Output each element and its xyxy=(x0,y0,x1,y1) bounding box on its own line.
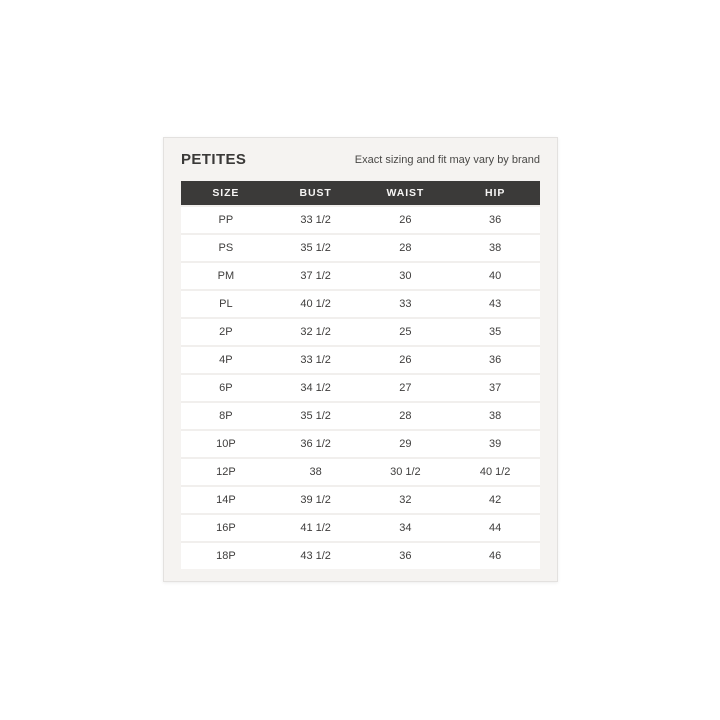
size-chart-header xyxy=(181,138,540,181)
cell-hip: 38 xyxy=(450,234,540,262)
cell-hip: 36 xyxy=(450,206,540,234)
cell-size: PL xyxy=(181,290,271,318)
table-row xyxy=(181,346,540,374)
cell-size: 12P xyxy=(181,458,271,486)
cell-bust: 36 1/2 xyxy=(271,430,361,458)
table-row xyxy=(181,318,540,346)
size-table-head xyxy=(181,181,540,206)
cell-hip: 40 xyxy=(450,262,540,290)
cell-bust: 43 1/2 xyxy=(271,542,361,569)
cell-waist: 33 xyxy=(361,290,451,318)
size-table xyxy=(181,181,540,569)
table-row xyxy=(181,514,540,542)
cell-bust: 37 1/2 xyxy=(271,262,361,290)
cell-hip: 43 xyxy=(450,290,540,318)
cell-waist: 30 xyxy=(361,262,451,290)
column-header-hip: HIP xyxy=(450,181,540,206)
cell-bust: 33 1/2 xyxy=(271,206,361,234)
table-row xyxy=(181,290,540,318)
cell-hip: 35 xyxy=(450,318,540,346)
table-row xyxy=(181,430,540,458)
table-row xyxy=(181,234,540,262)
cell-bust: 35 1/2 xyxy=(271,402,361,430)
cell-size: 4P xyxy=(181,346,271,374)
cell-hip: 44 xyxy=(450,514,540,542)
column-header-size: SIZE xyxy=(181,181,271,206)
cell-size: PM xyxy=(181,262,271,290)
table-row xyxy=(181,206,540,234)
table-row xyxy=(181,542,540,569)
cell-hip: 37 xyxy=(450,374,540,402)
cell-waist: 29 xyxy=(361,430,451,458)
cell-hip: 39 xyxy=(450,430,540,458)
cell-size: 10P xyxy=(181,430,271,458)
cell-waist: 32 xyxy=(361,486,451,514)
size-table-body xyxy=(181,206,540,569)
column-header-waist: WAIST xyxy=(361,181,451,206)
size-chart-caption: Exact sizing and fit may vary by brand xyxy=(354,153,540,166)
cell-size: 6P xyxy=(181,374,271,402)
cell-size: 16P xyxy=(181,514,271,542)
cell-size: PP xyxy=(181,206,271,234)
cell-size: 8P xyxy=(181,402,271,430)
cell-hip: 38 xyxy=(450,402,540,430)
cell-waist: 28 xyxy=(361,234,451,262)
cell-waist: 25 xyxy=(361,318,451,346)
cell-bust: 32 1/2 xyxy=(271,318,361,346)
cell-bust: 34 1/2 xyxy=(271,374,361,402)
cell-hip: 42 xyxy=(450,486,540,514)
cell-waist: 28 xyxy=(361,402,451,430)
column-header-bust: BUST xyxy=(271,181,361,206)
cell-waist: 30 1/2 xyxy=(361,458,451,486)
cell-waist: 26 xyxy=(361,346,451,374)
size-table-header-row xyxy=(181,181,540,206)
cell-waist: 27 xyxy=(361,374,451,402)
cell-size: PS xyxy=(181,234,271,262)
cell-size: 18P xyxy=(181,542,271,569)
cell-size: 2P xyxy=(181,318,271,346)
table-row xyxy=(181,262,540,290)
cell-waist: 26 xyxy=(361,206,451,234)
cell-bust: 39 1/2 xyxy=(271,486,361,514)
cell-bust: 35 1/2 xyxy=(271,234,361,262)
table-row xyxy=(181,458,540,486)
cell-waist: 34 xyxy=(361,514,451,542)
cell-bust: 41 1/2 xyxy=(271,514,361,542)
cell-waist: 36 xyxy=(361,542,451,569)
table-row xyxy=(181,486,540,514)
size-chart-card xyxy=(163,137,558,582)
size-chart-title: PETITES xyxy=(181,151,247,168)
cell-bust: 40 1/2 xyxy=(271,290,361,318)
cell-bust: 33 1/2 xyxy=(271,346,361,374)
cell-hip: 46 xyxy=(450,542,540,569)
cell-bust: 38 xyxy=(271,458,361,486)
table-row xyxy=(181,374,540,402)
cell-size: 14P xyxy=(181,486,271,514)
cell-hip: 36 xyxy=(450,346,540,374)
cell-hip: 40 1/2 xyxy=(450,458,540,486)
table-row xyxy=(181,402,540,430)
